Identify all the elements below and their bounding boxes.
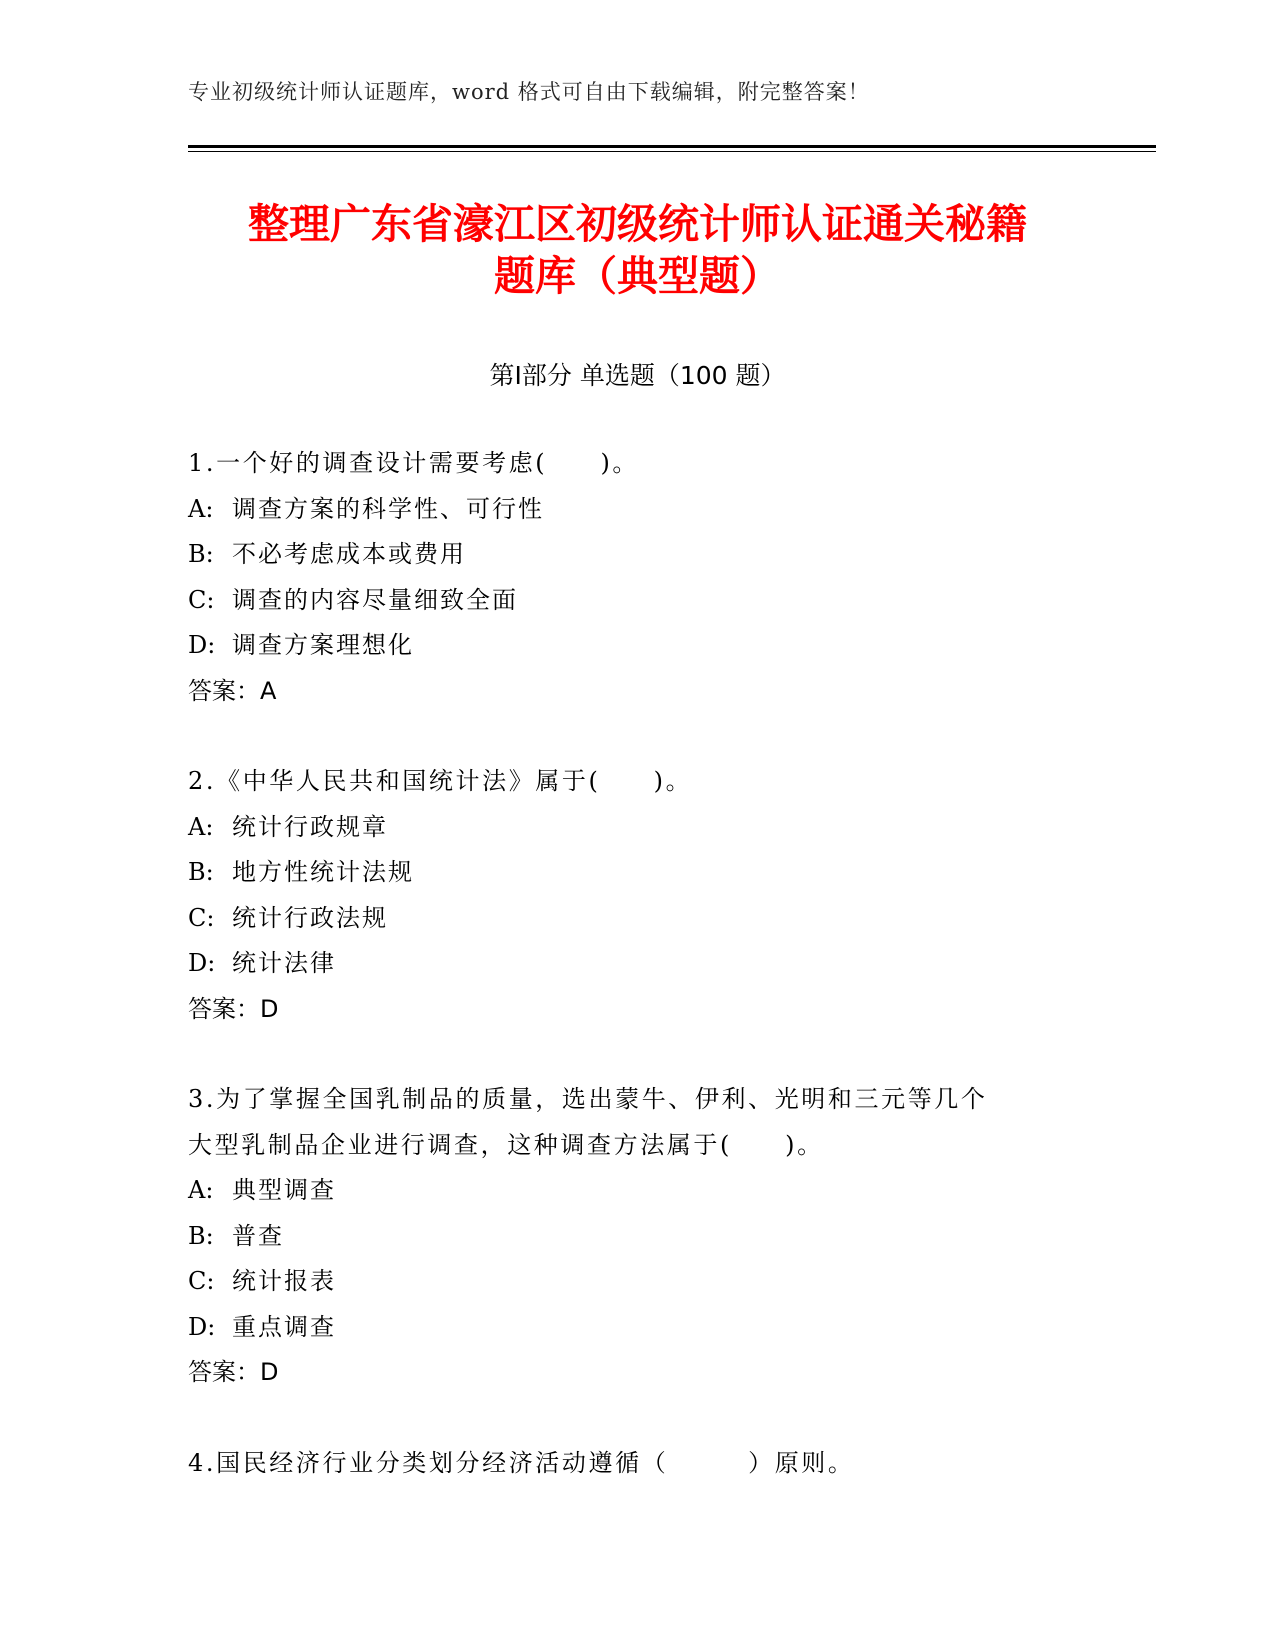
option-letter: D: — [188, 631, 216, 659]
question-list — [188, 441, 1088, 1531]
option-b — [188, 532, 1088, 578]
option-letter: C: — [188, 903, 215, 932]
document-title — [160, 198, 1115, 302]
option-c — [188, 1259, 1088, 1305]
question-2 — [188, 759, 1088, 1032]
header-divider-thin — [188, 151, 1156, 152]
answer: 答案：D — [188, 994, 279, 1023]
option-text: 重点调查 — [232, 1312, 336, 1341]
option-c — [188, 896, 1088, 942]
option-text: 统计行政规章 — [232, 812, 388, 841]
option-text: 地方性统计法规 — [232, 858, 414, 886]
option-letter: A: — [188, 494, 214, 523]
option-d — [188, 623, 1088, 669]
option-a — [188, 805, 1088, 851]
option-letter: B: — [188, 1221, 214, 1250]
question-1 — [188, 441, 1088, 714]
option-text: 调查的内容尽量细致全面 — [232, 585, 518, 614]
option-a — [188, 1168, 1088, 1214]
answer: 答案：A — [188, 676, 277, 705]
option-letter: A: — [188, 1176, 214, 1204]
question-stem: 1.一个好的调查设计需要考虑( )。 — [188, 449, 640, 477]
option-letter: D: — [188, 1312, 216, 1341]
option-text: 统计行政法规 — [232, 903, 388, 932]
question-3 — [188, 1077, 1088, 1396]
option-b — [188, 1214, 1088, 1260]
question-stem-continued: 大型乳制品企业进行调查，这种调查方法属于( )。 — [188, 1130, 824, 1159]
option-d — [188, 941, 1088, 987]
answer: 答案：D — [188, 1358, 279, 1386]
option-text: 调查方案的科学性、可行性 — [232, 494, 544, 523]
option-letter: C: — [188, 1267, 215, 1295]
option-letter: C: — [188, 585, 215, 614]
option-a — [188, 487, 1088, 533]
option-text: 典型调查 — [232, 1176, 336, 1204]
option-text: 统计报表 — [232, 1267, 336, 1295]
option-c — [188, 578, 1088, 624]
option-letter: A: — [188, 812, 214, 841]
question-stem: 4.国民经济行业分类划分经济活动遵循（ ）原则。 — [188, 1448, 855, 1477]
option-d — [188, 1305, 1088, 1351]
option-letter: B: — [188, 858, 214, 886]
header-divider-thick — [188, 145, 1156, 148]
option-text: 不必考虑成本或费用 — [232, 540, 466, 568]
document-title-line-1: 整理广东省濠江区初级统计师认证通关秘籍 — [248, 200, 1027, 248]
question-4 — [188, 1441, 1088, 1487]
option-letter: B: — [188, 540, 214, 568]
option-text: 普查 — [232, 1221, 284, 1250]
section-title: 第Ⅰ部分 单选题（100 题） — [489, 361, 786, 390]
option-letter: D: — [188, 949, 216, 977]
document-title-line-2: 题库（典型题） — [494, 252, 781, 300]
option-b — [188, 850, 1088, 896]
question-stem: 3.为了掌握全国乳制品的质量，选出蒙牛、伊利、光明和三元等几个 — [188, 1085, 988, 1113]
option-text: 调查方案理想化 — [232, 631, 414, 659]
option-text: 统计法律 — [232, 949, 336, 977]
question-stem: 2.《中华人民共和国统计法》属于( )。 — [188, 767, 693, 795]
page-header: 专业初级统计师认证题库，word 格式可自由下载编辑，附完整答案！ — [188, 80, 870, 104]
